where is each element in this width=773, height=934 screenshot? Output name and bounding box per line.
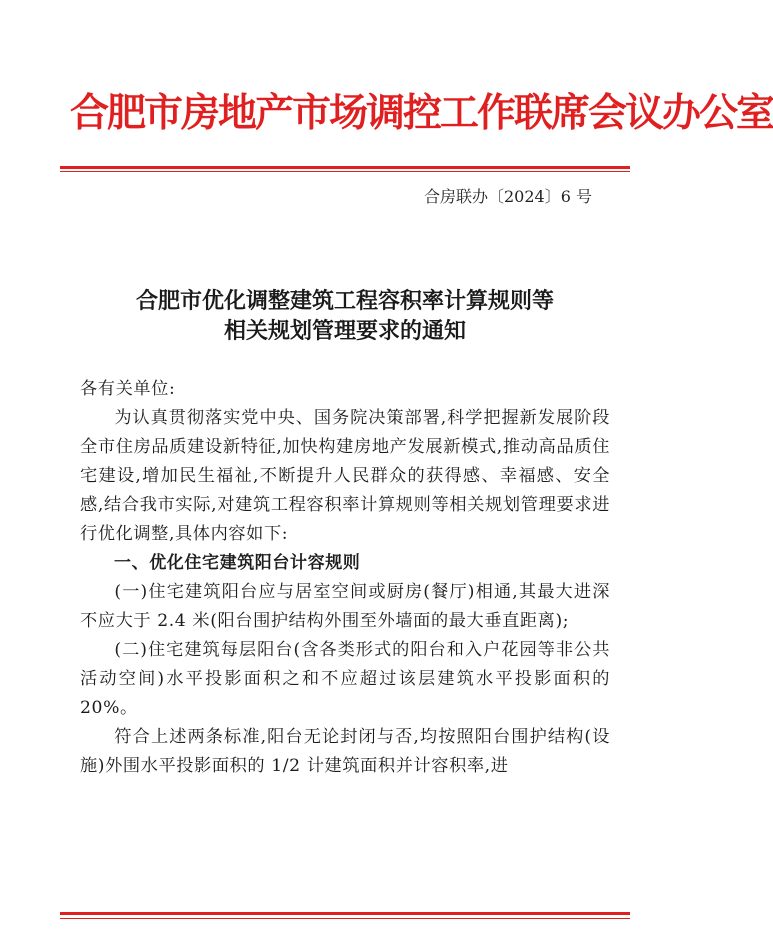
header-red-rule-thick (60, 166, 630, 169)
document-title-line2: 相关规划管理要求的通知 (223, 318, 466, 344)
item-paragraph-2: (二)住宅建筑每层阳台(含各类形式的阳台和入户花园等非公共活动空间)水平投影面积之和不应超过该层建筑水平投影面积的 20%。 (80, 640, 610, 718)
document-title-line1: 合肥市优化调整建筑工程容积率计算规则等 (135, 288, 554, 314)
document-number: 合房联办〔2024〕6 号 (424, 187, 592, 206)
document-body (80, 375, 610, 781)
intro-paragraph: 为认真贯彻落实党中央、国务院决策部署,科学把握新发展阶段全市住房品质建设新特征,加快构建房地产发展新模式,推动高品质住宅建设,增加民生福祉,不断提升人民群众的获得感、幸福感、安全感,结合我市实际,对建筑工程容积率计算规则等相关规划管理要求进行优化调整,具体内容如下: (80, 408, 610, 544)
section-heading-1: 一、优化住宅建筑阳台计容规则 (114, 553, 361, 573)
salutation: 各有关单位: (80, 379, 176, 399)
note-paragraph: 符合上述两条标准,阳台无论封闭与否,均按照阳台围护结构(设施)外围水平投影面积的 1/2 计建筑面积并计容积率,进 (80, 727, 610, 776)
item-paragraph-1: (一)住宅建筑阳台应与居室空间或厨房(餐厅)相通,其最大进深不应大于 2.4 米(阳台围护结构外围至外墙面的最大垂直距离); (80, 582, 610, 631)
header-red-rule-thin (60, 171, 630, 172)
footer-red-rule-thick (60, 912, 630, 915)
footer-red-rule-thin (60, 918, 630, 919)
org-header-title: 合肥市房地产市场调控工作联席会议办公室 (70, 90, 773, 136)
